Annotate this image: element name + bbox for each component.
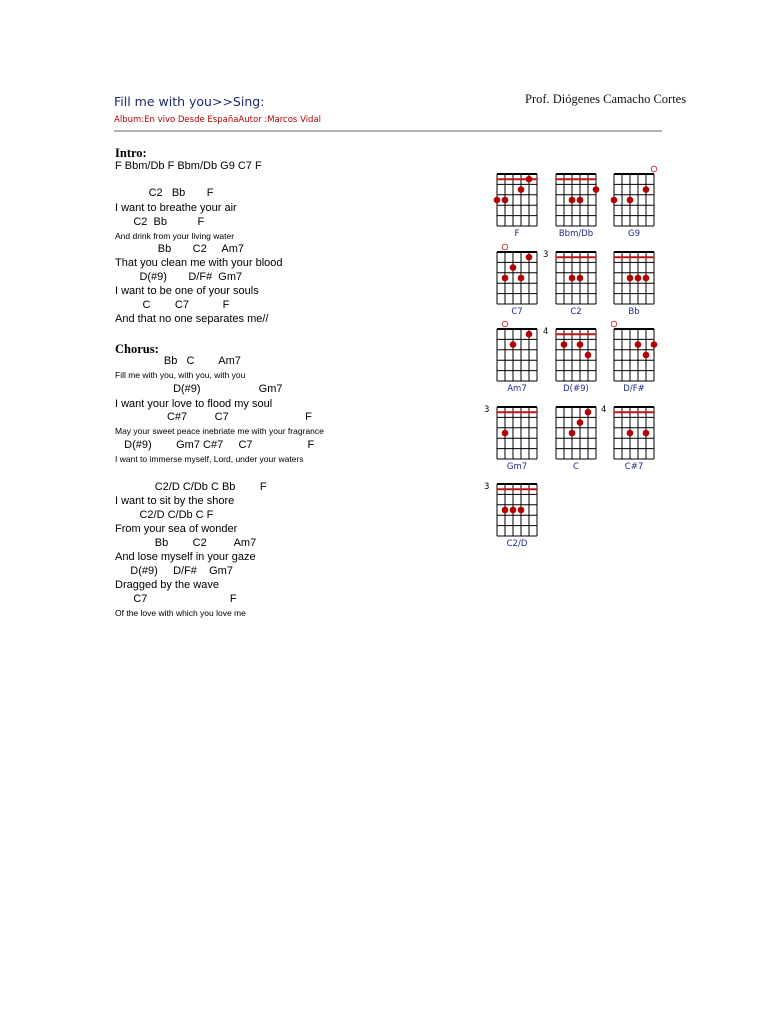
- fretboard: [552, 321, 608, 385]
- finger-dot: [526, 254, 533, 261]
- intro-chords: F Bbm/Db F Bbm/Db G9 C7 F: [115, 160, 262, 172]
- finger-dot: [611, 197, 618, 204]
- open-string-marker: [502, 321, 508, 327]
- finger-dot: [494, 197, 501, 204]
- lyric-line: Fill me with you, with you, with you: [115, 370, 246, 380]
- fret-number: 3: [543, 250, 549, 260]
- chord-line: Bb C2 Am7: [115, 243, 244, 255]
- lyric-line: From your sea of wonder: [115, 523, 238, 535]
- lyric-line: May your sweet peace inebriate me with your fragrance: [115, 426, 324, 436]
- finger-dot: [561, 341, 568, 348]
- finger-dot: [510, 507, 517, 514]
- finger-dot: [577, 419, 584, 426]
- chord-line: D(#9) D/F# Gm7: [115, 565, 233, 577]
- finger-dot: [502, 197, 509, 204]
- finger-dot: [593, 186, 600, 193]
- fretboard: [552, 166, 608, 230]
- section-chorus: Chorus:: [115, 342, 159, 356]
- finger-dot: [526, 331, 533, 338]
- fretboard: [493, 244, 549, 308]
- finger-dot: [502, 430, 509, 437]
- finger-dot: [627, 197, 634, 204]
- chord-name: F: [514, 229, 520, 239]
- fret-number: 4: [601, 405, 607, 415]
- finger-dot: [585, 409, 592, 416]
- finger-dot: [627, 275, 634, 282]
- finger-dot: [518, 507, 525, 514]
- finger-dot: [651, 341, 658, 348]
- lyric-line: Of the love with which you love me: [115, 608, 246, 618]
- lyric-line: And lose myself in your gaze: [115, 551, 256, 563]
- fret-number: 4: [543, 327, 549, 337]
- lyric-line: That you clean me with your blood: [115, 257, 283, 269]
- lyric-line: And that no one separates me//: [115, 313, 269, 325]
- lyric-line: I want to immerse myself, Lord, under your waters: [115, 454, 304, 464]
- chord-line: Bb C2 Am7: [115, 537, 257, 549]
- finger-dot: [643, 275, 650, 282]
- chord-line: D(#9) D/F# Gm7: [115, 271, 243, 283]
- fretboard: [493, 321, 549, 385]
- fretboard: [493, 166, 549, 230]
- chord-line: C#7 C7 F: [115, 411, 312, 423]
- finger-dot: [502, 275, 509, 282]
- fretboard: [552, 399, 608, 463]
- lyric-line: I want to be one of your souls: [115, 285, 259, 297]
- finger-dot: [518, 186, 525, 193]
- chord-line: C2 Bb F: [115, 187, 214, 199]
- chord-line: D(#9) Gm7: [115, 383, 283, 395]
- fretboard: [610, 399, 666, 463]
- header-divider: [114, 130, 662, 132]
- chord-diagram-c2-d: [484, 476, 563, 556]
- open-string-marker: [502, 244, 508, 250]
- author-name: Prof. Diógenes Camacho Cortes: [525, 92, 687, 106]
- finger-dot: [627, 430, 634, 437]
- chord-name: D(#9): [563, 384, 589, 394]
- chord-line: C2 Bb F: [115, 216, 205, 228]
- chord-name: C7: [511, 307, 523, 317]
- finger-dot: [585, 352, 592, 359]
- finger-dot: [635, 341, 642, 348]
- finger-dot: [569, 430, 576, 437]
- lyric-line: And drink from your living water: [115, 231, 235, 241]
- chord-line: D(#9) Gm7 C#7 C7 F: [115, 439, 315, 451]
- chord-line: Bb C Am7: [115, 355, 241, 367]
- finger-dot: [510, 264, 517, 271]
- finger-dot: [643, 430, 650, 437]
- chord-name: Bbm/Db: [558, 229, 594, 239]
- chord-name: C: [573, 462, 579, 472]
- chord-diagram-d-fsharp: [610, 321, 680, 401]
- chord-name: C2: [570, 307, 582, 317]
- lyric-line: Dragged by the wave: [115, 579, 219, 591]
- finger-dot: [510, 341, 517, 348]
- chord-line: C C7 F: [115, 299, 230, 311]
- chord-diagram-csharp7: [601, 399, 680, 479]
- chord-diagram-g9: [610, 166, 680, 246]
- fret-number: 3: [484, 482, 490, 492]
- chord-name: G9: [628, 229, 640, 239]
- finger-dot: [569, 197, 576, 204]
- finger-dot: [526, 176, 533, 183]
- finger-dot: [502, 507, 509, 514]
- fretboard: [610, 321, 666, 385]
- lyric-line: I want to breathe your air: [115, 202, 237, 214]
- finger-dot: [577, 275, 584, 282]
- open-string-marker: [651, 166, 657, 172]
- finger-dot: [643, 352, 650, 359]
- chord-name: Gm7: [506, 462, 528, 472]
- finger-dot: [577, 341, 584, 348]
- chord-name: Bb: [628, 307, 640, 317]
- section-intro: Intro:: [115, 146, 147, 160]
- open-string-marker: [611, 321, 617, 327]
- fretboard: [610, 244, 666, 308]
- fretboard: [552, 244, 608, 308]
- song-title: Fill me with you>>Sing:: [114, 94, 265, 109]
- chord-diagram-bb: [610, 244, 680, 324]
- finger-dot: [569, 275, 576, 282]
- finger-dot: [518, 275, 525, 282]
- lyric-line: I want your love to flood my soul: [115, 398, 273, 410]
- finger-dot: [643, 186, 650, 193]
- chord-name: Am7: [507, 384, 527, 394]
- lyric-line: I want to sit by the shore: [115, 495, 235, 507]
- fret-number: 3: [484, 405, 490, 415]
- chord-line: C2/D C/Db C Bb F: [115, 481, 267, 493]
- finger-dot: [577, 197, 584, 204]
- chord-line: C7 F: [115, 593, 237, 605]
- chord-name: C#7: [624, 462, 644, 472]
- fretboard: [493, 399, 549, 463]
- chord-name: D/F#: [623, 384, 645, 394]
- fretboard: [610, 166, 666, 230]
- album-info: Album:En vivo Desde EspañaAutor :Marcos Vidal: [114, 115, 322, 125]
- chord-line: C2/D C/Db C F: [115, 509, 214, 521]
- chord-name: C2/D: [506, 539, 528, 549]
- finger-dot: [635, 275, 642, 282]
- fretboard: [493, 476, 549, 540]
